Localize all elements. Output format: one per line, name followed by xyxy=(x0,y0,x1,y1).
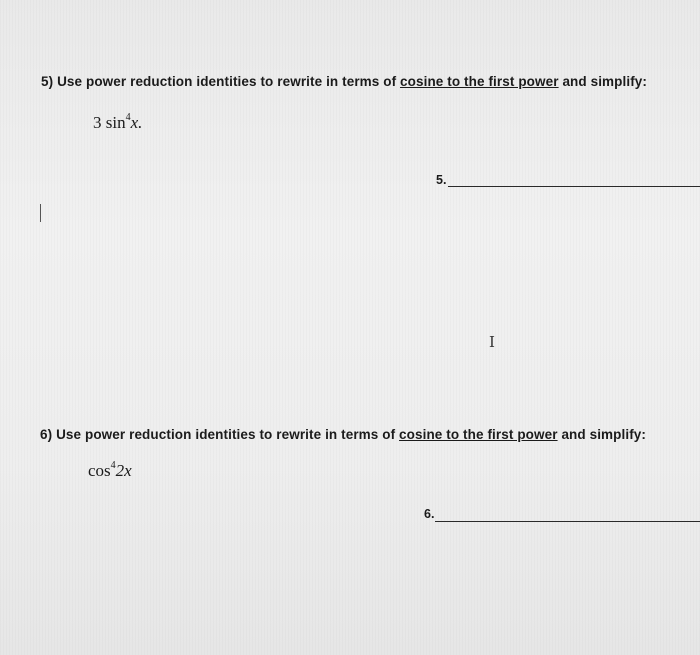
question-5-prompt-end: and simplify: xyxy=(562,74,647,89)
question-5-expression xyxy=(93,113,142,133)
q6-argument: 2x xyxy=(115,461,132,480)
question-5-underlined: cosine to the first power xyxy=(400,74,559,89)
answer-5-line[interactable] xyxy=(448,186,700,187)
question-6-underlined: cosine to the first power xyxy=(399,427,558,442)
ibeam-cursor-icon: I xyxy=(489,333,495,351)
q5-variable: x. xyxy=(130,113,143,132)
question-6-expression xyxy=(88,461,132,481)
q5-function: sin xyxy=(105,113,126,132)
question-6-prompt: Use power reduction identities to rewrite in terms of xyxy=(56,427,396,442)
question-5-number: 5) xyxy=(41,74,54,89)
q6-power: 4 xyxy=(110,460,116,472)
text-caret xyxy=(40,204,41,222)
q6-function: cos xyxy=(88,461,111,480)
answer-6-label: 6. xyxy=(424,507,435,521)
q5-coefficient: 3 xyxy=(93,113,102,132)
q5-power: 4 xyxy=(125,112,131,124)
answer-6-line[interactable] xyxy=(435,521,700,522)
question-6-prompt-end: and simplify: xyxy=(561,427,646,442)
question-6-number: 6) xyxy=(40,427,53,442)
question-6-text xyxy=(40,427,646,442)
question-5-prompt: Use power reduction identities to rewrite in terms of xyxy=(57,74,397,89)
question-5-text xyxy=(41,74,647,89)
answer-5-label: 5. xyxy=(436,173,447,187)
